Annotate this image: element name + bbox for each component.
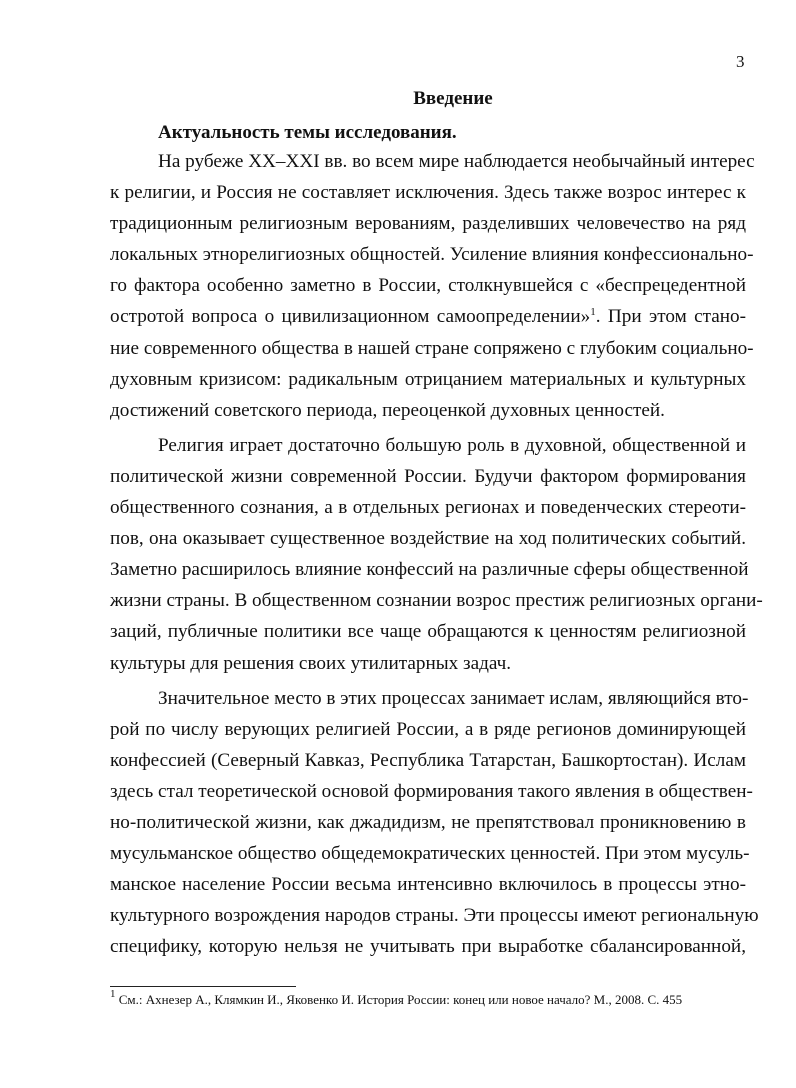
text-line: духовным кризисом: радикальным отрицанием материальных и культурных: [110, 368, 746, 390]
text-line: жизни страны. В общественном сознании возрос престиж религиозных органи-: [110, 590, 763, 612]
text-line: Значительное место в этих процессах занимает ислам, являющийся вто-: [158, 687, 749, 709]
text-line: традиционным религиозным верованиям, разделивших человечество на ряд: [110, 213, 746, 235]
footnote-reference[interactable]: 1: [590, 306, 596, 319]
text-line: заций, публичные политики все чаще обращаются к ценностям религиозной: [110, 621, 746, 643]
section-subheading: Актуальность темы исследования.: [158, 122, 457, 143]
text-segment: ние современного общества в нашей стране сопряжено с глубоким социально-: [110, 337, 754, 359]
text-line: локальных этнорелигиозных общностей. Усиление влияния конфессионально-: [110, 244, 754, 266]
text-line: мусульманское общество общедемократических ценностей. При этом мусуль-: [110, 843, 750, 865]
text-line: [110, 333, 754, 364]
text-line: культуры для решения своих утилитарных задач.: [110, 652, 512, 674]
text-line: достижений советского периода, переоценкой духовных ценностей.: [110, 399, 665, 421]
footnote-text: См.: Ахнезер А., Клямкин И., Яковенко И. История России: конец или новое начало? М., 2008. С. 455: [115, 992, 683, 1007]
text-line: На рубеже XX–XXI вв. во всем мире наблюдается необычайный интерес: [158, 151, 755, 172]
text-line: к религии, и Россия не составляет исключения. Здесь также возрос интерес к: [110, 182, 746, 204]
footnote: [110, 988, 750, 1008]
text-line: рой по числу верующих религией России, а в ряде регионов доминирующей: [110, 718, 746, 740]
text-line: манское население России весьма интенсивно включилось в процессы этно-: [110, 874, 746, 896]
paragraph-1: [110, 146, 755, 426]
page-title: Введение: [413, 88, 493, 109]
text-line: конфессией (Северный Кавказ, Республика Татарстан, Башкортостан). Ислам: [110, 749, 746, 771]
text-line: культурного возрождения народов страны. Эти процессы имеют региональную: [110, 905, 759, 927]
text-line: здесь стал теоретической основой формирования такого явления в обществен-: [110, 780, 753, 802]
text-line: но-политической жизни, как джадидизм, не препятствовал проникновению в: [110, 811, 746, 833]
text-line: общественного сознания, а в отдельных регионах и поведенческих стереоти-: [110, 497, 746, 519]
text-line: Заметно расширилось влияние конфессий на различные сферы общественной: [110, 559, 749, 581]
paragraph-3: [110, 683, 759, 963]
text-line: пов, она оказывает существенное воздействие на ход политических событий.: [110, 528, 746, 550]
body-text: [110, 146, 763, 962]
footnote-mark: 1: [110, 988, 116, 1000]
text-line: Религия играет достаточно большую роль в духовной, общественной и: [158, 434, 746, 456]
footnote-divider: [110, 986, 296, 987]
paragraph-2: [110, 430, 763, 679]
text-line: го фактора особенно заметно в России, столкнувшейся с «беспрецедентной: [110, 275, 746, 297]
text-segment: . При этом стано-: [595, 306, 746, 328]
text-line: специфику, которую нельзя не учитывать при выработке сбалансированной,: [110, 936, 746, 958]
text-line: политической жизни современной России. Будучи фактором формирования: [110, 465, 746, 487]
page-number: 3: [736, 52, 745, 71]
text-line-with-footnote: [110, 301, 746, 332]
text-segment: остротой вопроса о цивилизационном самоопределении»: [110, 306, 591, 328]
